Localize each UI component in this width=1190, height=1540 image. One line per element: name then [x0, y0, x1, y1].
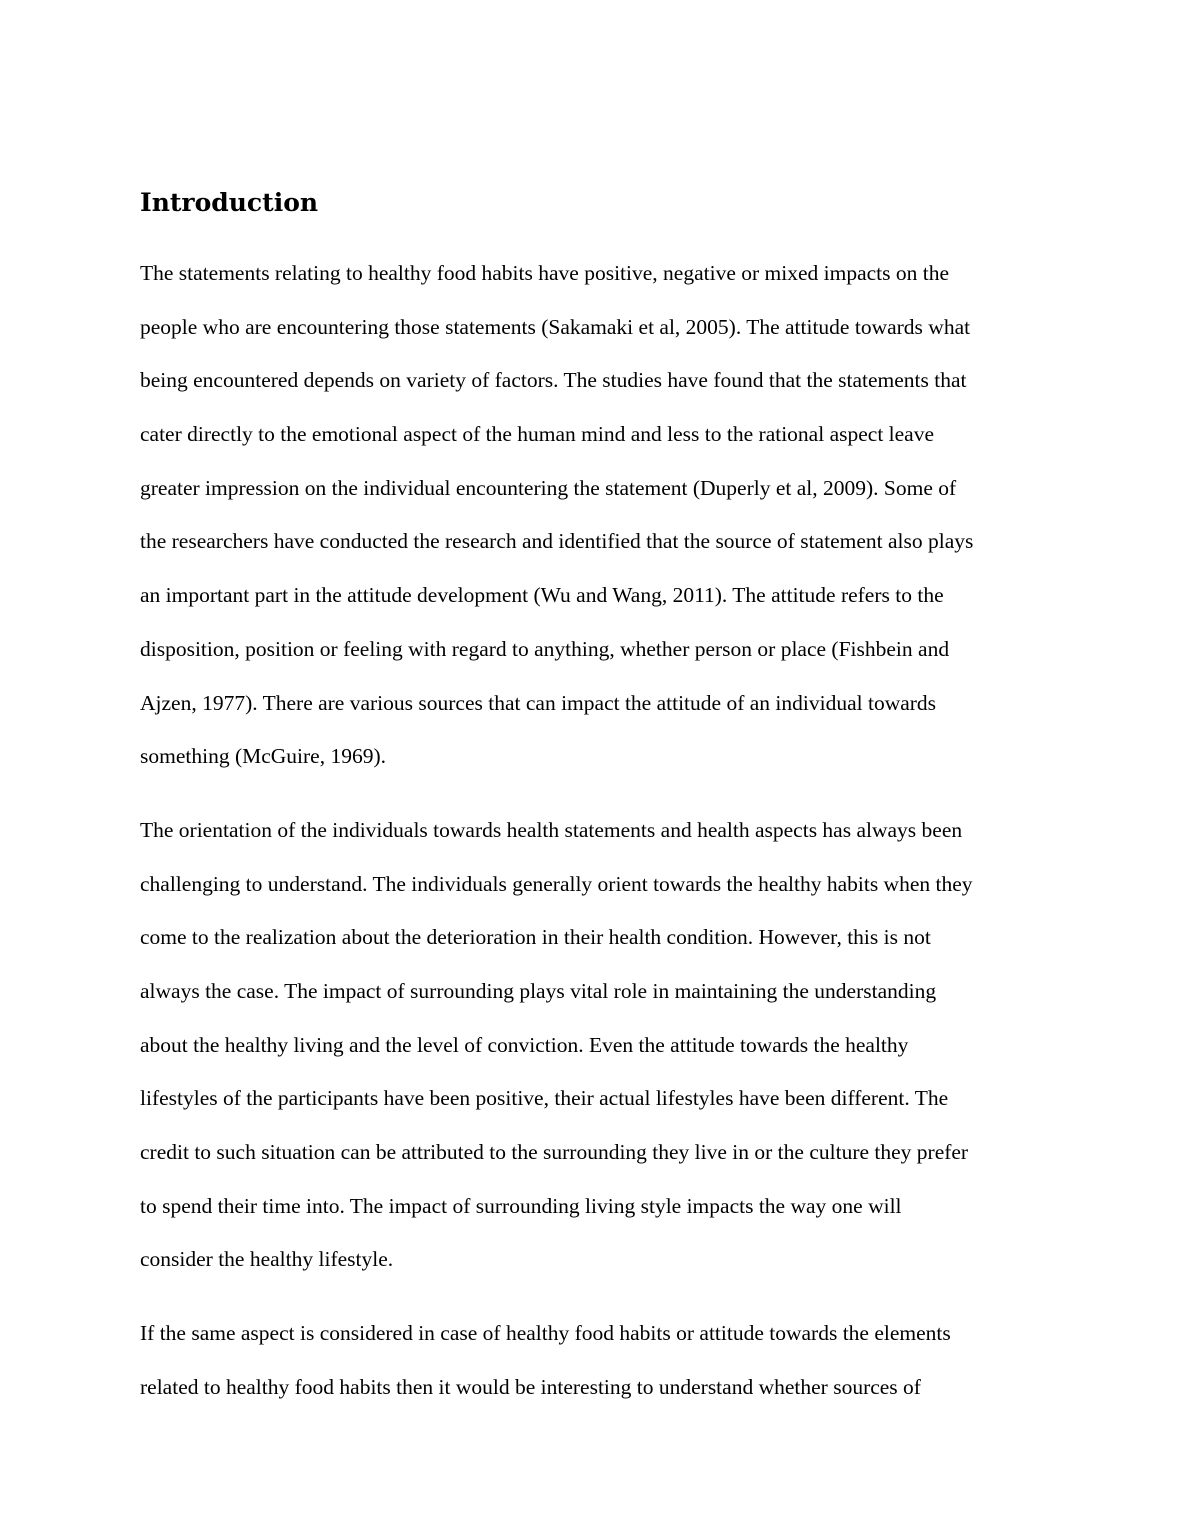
text-line: related to healthy food habits then it would be interesting to understand whether sources of [140, 1374, 921, 1399]
text-line: something (McGuire, 1969). [140, 744, 387, 769]
paragraph-1 [140, 247, 1050, 784]
text-line: The statements relating to healthy food habits have positive, negative or mixed impacts on the [140, 261, 950, 285]
text-line: lifestyles of the participants have been positive, their actual lifestyles have been different. The [140, 1086, 949, 1111]
text-line: people who are encountering those statements (Sakamaki et al, 2005). The attitude towards what [140, 314, 971, 339]
document-page [140, 185, 1050, 1414]
text-line: The orientation of the individuals towards health statements and health aspects has always been [140, 817, 963, 842]
text-line: an important part in the attitude development (Wu and Wang, 2011). The attitude refers to the [140, 583, 944, 608]
text-line: Ajzen, 1977). There are various sources that can impact the attitude of an individual towards [140, 690, 937, 715]
text-line: always the case. The impact of surrounding plays vital role in maintaining the understanding [140, 978, 937, 1003]
text-line: being encountered depends on variety of factors. The studies have found that the statements that [140, 368, 967, 393]
text-line: greater impression on the individual encountering the statement (Duperly et al, 2009). Some of [140, 475, 957, 500]
paragraph-3 [140, 1307, 1050, 1414]
text-line: If the same aspect is considered in case of healthy food habits or attitude towards the elements [140, 1321, 951, 1346]
text-line: consider the healthy lifestyle. [140, 1247, 394, 1272]
text-line: challenging to understand. The individuals generally orient towards the healthy habits when they [140, 871, 973, 896]
text-line: credit to such situation can be attributed to the surrounding they live in or the culture they prefer [140, 1140, 969, 1164]
text-line: the researchers have conducted the research and identified that the source of statement also plays [140, 529, 974, 554]
text-line: cater directly to the emotional aspect of the human mind and less to the rational aspect leave [140, 422, 935, 447]
text-line: about the healthy living and the level of conviction. Even the attitude towards the healthy [140, 1032, 909, 1057]
text-line: to spend their time into. The impact of surrounding living style impacts the way one will [140, 1193, 902, 1218]
section-heading: Introduction [140, 188, 319, 217]
paragraph-2 [140, 804, 1050, 1287]
text-line: come to the realization about the deterioration in their health condition. However, this is not [140, 925, 931, 950]
text-line: disposition, position or feeling with regard to anything, whether person or place (Fishbein and [140, 636, 950, 661]
